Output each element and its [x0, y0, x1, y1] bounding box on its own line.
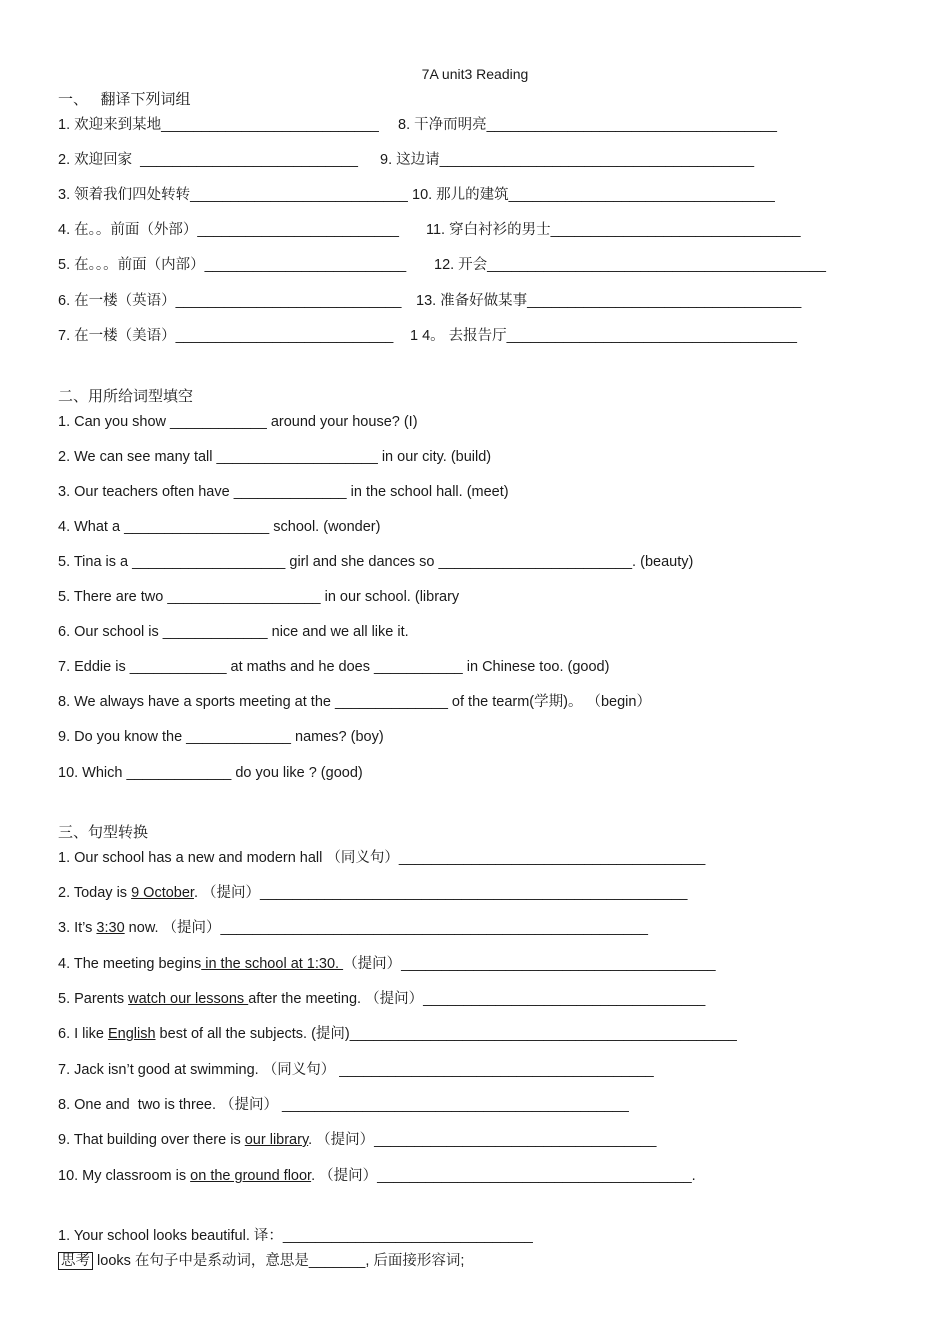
- section1-right-item: 13. 准备好做某事__________________________________: [416, 293, 802, 309]
- section3-item: 3. It’s 3:30 now. （提问）_____________________________________________________: [58, 920, 648, 936]
- section3-item: 9. That building over there is our library. （提问）___________________________________: [58, 1132, 657, 1148]
- section1-right-item: 8. 干净而明亮____________________________________: [398, 117, 777, 133]
- section1-left-item: 5. 在。。。前面（内部）_________________________: [58, 257, 407, 273]
- think-box-label: 思考: [58, 1252, 93, 1270]
- section2-heading: 二、用所给词型填空: [58, 388, 194, 405]
- section3-item: 7. Jack isn’t good at swimming. （同义句） _______________________________________: [58, 1062, 654, 1078]
- think-note-text: looks 在句子中是系动词，意思是_______, 后面接形容词;: [93, 1253, 465, 1269]
- section2-item: 9. Do you know the _____________ names? (boy): [58, 729, 384, 745]
- section3-item: 10. My classroom is on the ground floor. （提问）_______________________________________.: [58, 1168, 696, 1184]
- section1-right-item: 12. 开会__________________________________________: [434, 257, 826, 273]
- section3-item: 8. One and two is three. （提问） ___________________________________________: [58, 1097, 629, 1113]
- section1-left-item: 4. 在。。前面（外部）_________________________: [58, 222, 399, 238]
- section2-item: 8. We always have a sports meeting at the ______________ of the tearm(学期)。 （begin）: [58, 694, 651, 710]
- section1-left-item: 1. 欢迎来到某地___________________________: [58, 117, 379, 133]
- section2-item: 2. We can see many tall ____________________ in our city. (build): [58, 449, 492, 465]
- section1-right-item: 1 4。 去报告厅____________________________________: [410, 328, 797, 344]
- section2-item: 5. There are two ___________________ in our school. (library: [58, 589, 460, 605]
- section1-right-item: 11. 穿白衬衫的男士_______________________________: [426, 222, 801, 238]
- section2-item: 6. Our school is _____________ nice and we all like it.: [58, 624, 409, 640]
- section3-item: 1. Our school has a new and modern hall （同义句）______________________________________: [58, 850, 706, 866]
- section1-heading: 一、 翻译下列词组: [58, 91, 191, 108]
- section1-left-item: 3. 领着我们四处转转___________________________: [58, 187, 408, 203]
- section2-item: 4. What a __________________ school. (wonder): [58, 519, 381, 535]
- page-title: 7A unit3 Reading: [421, 66, 529, 82]
- translation-sentence: 1. Your school looks beautiful. 译：_______________________________: [58, 1228, 533, 1244]
- section1-right-item: 10. 那儿的建筑_________________________________: [412, 187, 775, 203]
- section3-item: 4. The meeting begins in the school at 1:30. （提问）_______________________________________: [58, 956, 716, 972]
- think-note: [58, 1251, 464, 1271]
- section1-left-item: 2. 欢迎回家 ___________________________: [58, 152, 358, 168]
- section2-item: 5. Tina is a ___________________ girl and she dances so ________________________. (beauty): [58, 554, 694, 570]
- section3-heading: 三、句型转换: [58, 824, 149, 841]
- section2-item: 10. Which _____________ do you like ? (good): [58, 765, 363, 781]
- section1-right-item: 9. 这边请_______________________________________: [380, 152, 755, 168]
- section3-item: 5. Parents watch our lessons after the meeting. （提问）___________________________________: [58, 991, 706, 1007]
- section3-item: 2. Today is 9 October. （提问）_____________________________________________________: [58, 885, 688, 901]
- section1-left-item: 6. 在一楼（英语）____________________________: [58, 293, 402, 309]
- section2-item: 7. Eddie is ____________ at maths and he does ___________ in Chinese too. (good): [58, 659, 610, 675]
- section2-item: 1. Can you show ____________ around your house? (I): [58, 414, 418, 430]
- section3-item: 6. I like English best of all the subjects. (提问)________________________________________________: [58, 1026, 737, 1042]
- section2-item: 3. Our teachers often have ______________ in the school hall. (meet): [58, 484, 509, 500]
- section1-left-item: 7. 在一楼（美语）___________________________: [58, 328, 394, 344]
